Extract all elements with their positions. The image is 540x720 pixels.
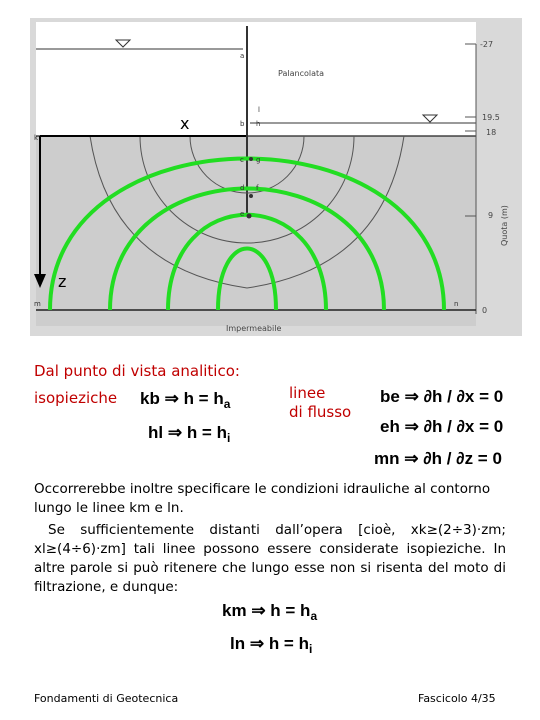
equation-mn: mn ⇒ ∂h / ∂z = 0 — [374, 449, 502, 468]
equation-kb: kb ⇒ $h = h_a$ — [140, 389, 231, 411]
paragraph-isopieziche: Se sufficientemente distanti dall’opera [cioè, xk≥(2÷3)·zm; xl≥(4÷6)·zm] tali linee possono essere considerate isopieziche. In altre parole si può ritenere che lungo esse non si risenta del moto di filtrazione, e dunque: — [34, 522, 506, 595]
svg-text:e: e — [240, 210, 245, 218]
seepage-figure — [30, 18, 522, 336]
footer-course-title: Fondamenti di Geotecnica — [34, 692, 179, 705]
svg-text:b: b — [240, 120, 245, 128]
svg-text:19.5: 19.5 — [482, 113, 500, 122]
svg-text:k: k — [34, 134, 39, 142]
sheet-pile-label: Palancolata — [278, 69, 325, 78]
quota-axis-label: Quota (m) — [500, 205, 509, 246]
svg-text:-27: -27 — [480, 40, 494, 49]
svg-text:f: f — [256, 184, 259, 192]
isopieziche-label: isopieziche — [34, 389, 118, 407]
svg-text:0: 0 — [482, 306, 488, 315]
flow-lines-label: linee di flusso — [289, 384, 352, 421]
equation-km: km ⇒ $h = h_a$ — [222, 601, 318, 623]
svg-text:d: d — [240, 184, 245, 192]
section-heading: Dal punto di vista analitico: — [34, 362, 240, 380]
svg-text:n: n — [454, 300, 459, 308]
svg-text:18: 18 — [486, 128, 497, 137]
svg-text:c: c — [240, 156, 244, 164]
footer-page-number: Fascicolo 4/35 — [418, 692, 496, 705]
svg-text:h: h — [256, 120, 261, 128]
flow-net-diagram — [30, 18, 522, 336]
impermeable-label: Impermeabile — [226, 324, 282, 333]
equation-hl: hl ⇒ $h = h_i$ — [148, 423, 231, 445]
equation-ln: ln ⇒ $h = h_i$ — [230, 634, 313, 656]
paragraph-boundary-conditions: Occorrerebbe inoltre specificare le condizioni idrauliche al contorno lungo le linee km e ln. — [34, 481, 491, 516]
svg-text:a: a — [240, 52, 245, 60]
equation-eh: eh ⇒ ∂h / ∂x = 0 — [380, 417, 504, 436]
equation-be: be ⇒ ∂h / ∂x = 0 — [380, 387, 504, 406]
svg-text:g: g — [256, 156, 261, 164]
z-axis-label: z — [58, 272, 67, 291]
svg-text:l: l — [258, 106, 260, 114]
svg-text:m: m — [34, 300, 41, 308]
x-axis-label: x — [180, 114, 190, 133]
soil-layer — [36, 136, 476, 326]
svg-text:9: 9 — [488, 211, 494, 220]
